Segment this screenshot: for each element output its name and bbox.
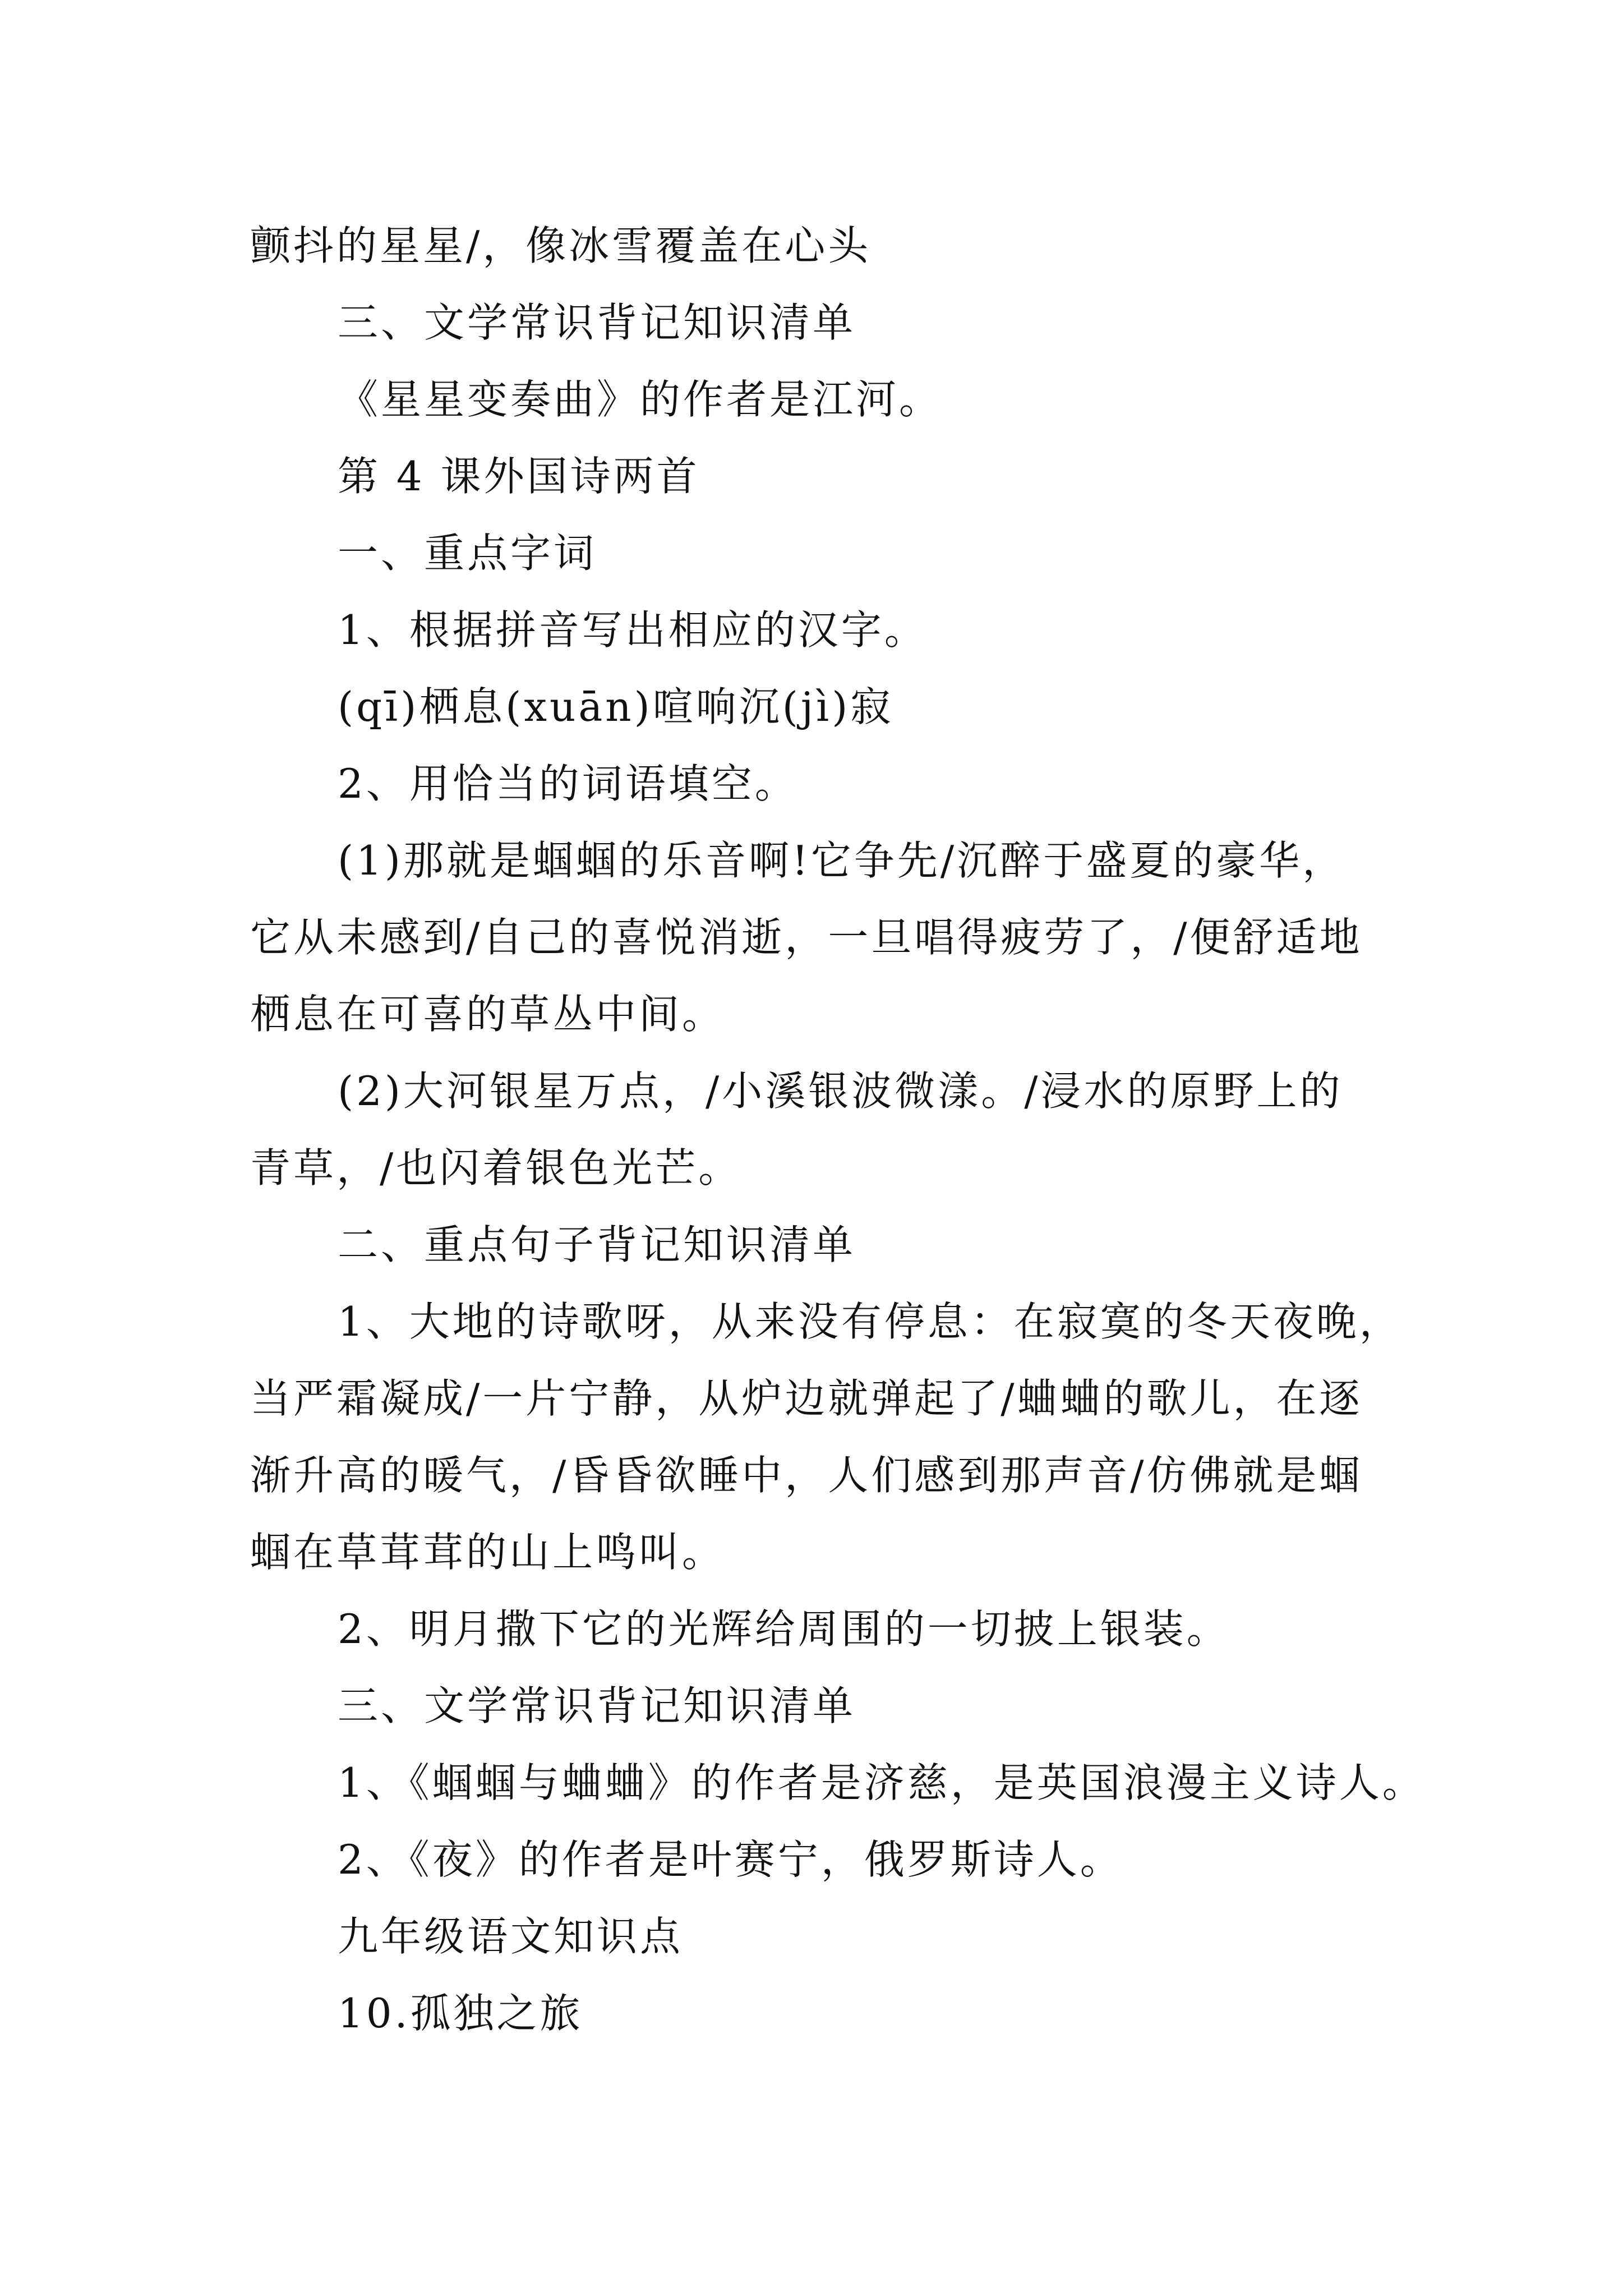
text-line-1: 颤抖的星星/，像冰雪覆盖在心头 <box>250 222 872 269</box>
paragraph-3-line-3: 渐升高的暖气，/昏昏欲睡中，人们感到那声音/仿佛就是蝈 <box>250 1452 1363 1499</box>
exercise-pinyin-instruction: 1、根据拼音写出相应的汉字。 <box>338 606 928 654</box>
paragraph-3-line-2: 当严霜凝成/一片宁静，从炉边就弹起了/蛐蛐的歌儿，在逐 <box>250 1375 1363 1422</box>
paragraph-1-line-1: (1)那就是蝈蝈的乐音啊!它争先/沉醉于盛夏的豪华， <box>338 837 1346 884</box>
section-heading-literary-knowledge: 三、文学常识背记知识清单 <box>338 299 856 346</box>
text-line-author-jianghe: 《星星变奏曲》的作者是江河。 <box>338 376 943 423</box>
section-heading-key-sentences: 二、重点句子背记知识清单 <box>338 1221 856 1268</box>
section-heading-key-words: 一、重点字词 <box>338 530 597 577</box>
paragraph-4-line-1: 2、明月撒下它的光辉给周围的一切披上银装。 <box>338 1605 1230 1653</box>
section-heading-literary-knowledge-2: 三、文学常识背记知识清单 <box>338 1682 856 1729</box>
text-line-author-keats: 1、《蝈蝈与蛐蛐》的作者是济慈，是英国浪漫主义诗人。 <box>338 1759 1426 1806</box>
lesson-heading-4: 第 4 课外国诗两首 <box>338 453 700 500</box>
paragraph-2-line-1: (2)大河银星万点，/小溪银波微漾。/浸水的原野上的 <box>338 1068 1343 1115</box>
heading-grade-nine-knowledge: 九年级语文知识点 <box>338 1913 684 1960</box>
exercise-fill-instruction: 2、用恰当的词语填空。 <box>338 760 798 807</box>
exercise-pinyin-items: (qī)栖息(xuān)喧响沉(jì)寂 <box>338 683 894 730</box>
paragraph-3-line-1: 1、大地的诗歌呀，从来没有停息：在寂寞的冬天夜晚， <box>338 1298 1403 1345</box>
lesson-heading-10: 10.孤独之旅 <box>338 1990 583 2037</box>
document-body <box>250 208 1426 2052</box>
paragraph-2-line-2: 青草，/也闪着银色光芒。 <box>250 1144 742 1191</box>
paragraph-3-line-4: 蝈在草茸茸的山上鸣叫。 <box>250 1529 726 1576</box>
text-line-author-yesenin: 2、《夜》的作者是叶赛宁，俄罗斯诗人。 <box>338 1836 1123 1883</box>
paragraph-1-line-2: 它从未感到/自己的喜悦消逝，一旦唱得疲劳了，/便舒适地 <box>250 914 1363 961</box>
paragraph-1-line-3: 栖息在可喜的草丛中间。 <box>250 991 726 1038</box>
